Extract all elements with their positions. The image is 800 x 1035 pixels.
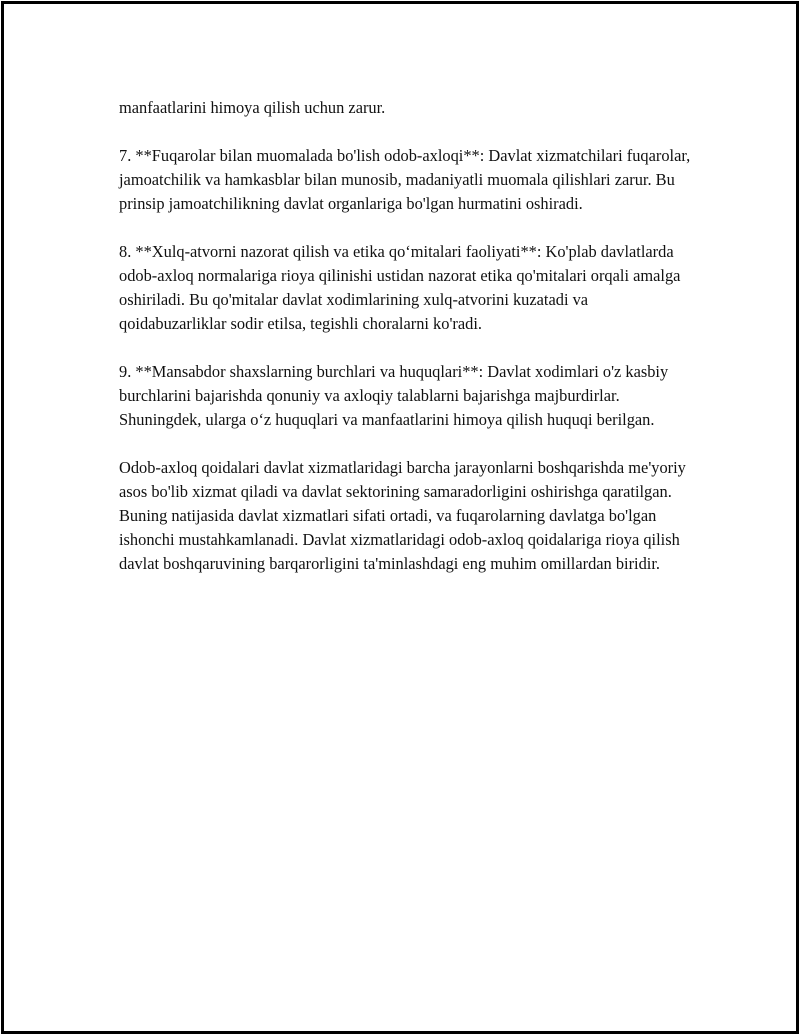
paragraph-item-9: 9. **Mansabdor shaxslarning burchlari va huquqlari**: Davlat xodimlari o'z kasbiy burchlarini bajarishda qonuniy va axloqiy talablarni bajarishga majburdirlar. Shuningdek, ularga o‘z huquqlari va manfaatlarini himoya qilish huquqi berilgan. xyxy=(119,362,669,429)
paragraph-conclusion: Odob-axloq qoidalari davlat xizmatlaridagi barcha jarayonlarni boshqarishda me'yoriy asos bo'lib xizmat qiladi va davlat sektorining samaradorligini oshirishga qaratilgan. Buning natijasida davlat xizmatlari sifati ortadi, va fuqarolarning davlatga bo'lgan ishonchi mustahkamlanadi. Davlat xizmatlaridagi odob-axloq qoidalariga rioya qilish davlat boshqaruvining barqarorligini ta'minlashdagi eng muhim omillardan biridir. xyxy=(119,458,686,573)
paragraph-item-8: 8. **Xulq-atvorni nazorat qilish va etika qo‘mitalari faoliyati**: Ko'plab davlatlarda odob-axloq normalariga rioya qilinishi ustidan nazorat etika qo'mitalari orqali amalga oshiriladi. Bu qo'mitalar davlat xodimlarining xulq-atvorini kuzatadi va qoidabuzarliklar sodir etilsa, tegishli choralarni ko'radi. xyxy=(119,242,681,333)
paragraph-item-7: 7. **Fuqarolar bilan muomalada bo'lish odob-axloqi**: Davlat xizmatchilari fuqarolar, jamoatchilik va hamkasblar bilan munosib, madaniyatli muomala qilishlari zarur. Bu prinsip jamoatchilikning davlat organlariga bo'lgan hurmatini oshiradi. xyxy=(119,146,691,213)
paragraph-continuation: manfaatlarini himoya qilish uchun zarur. xyxy=(119,98,386,117)
document-body xyxy=(119,96,691,600)
document-page xyxy=(1,1,799,1034)
